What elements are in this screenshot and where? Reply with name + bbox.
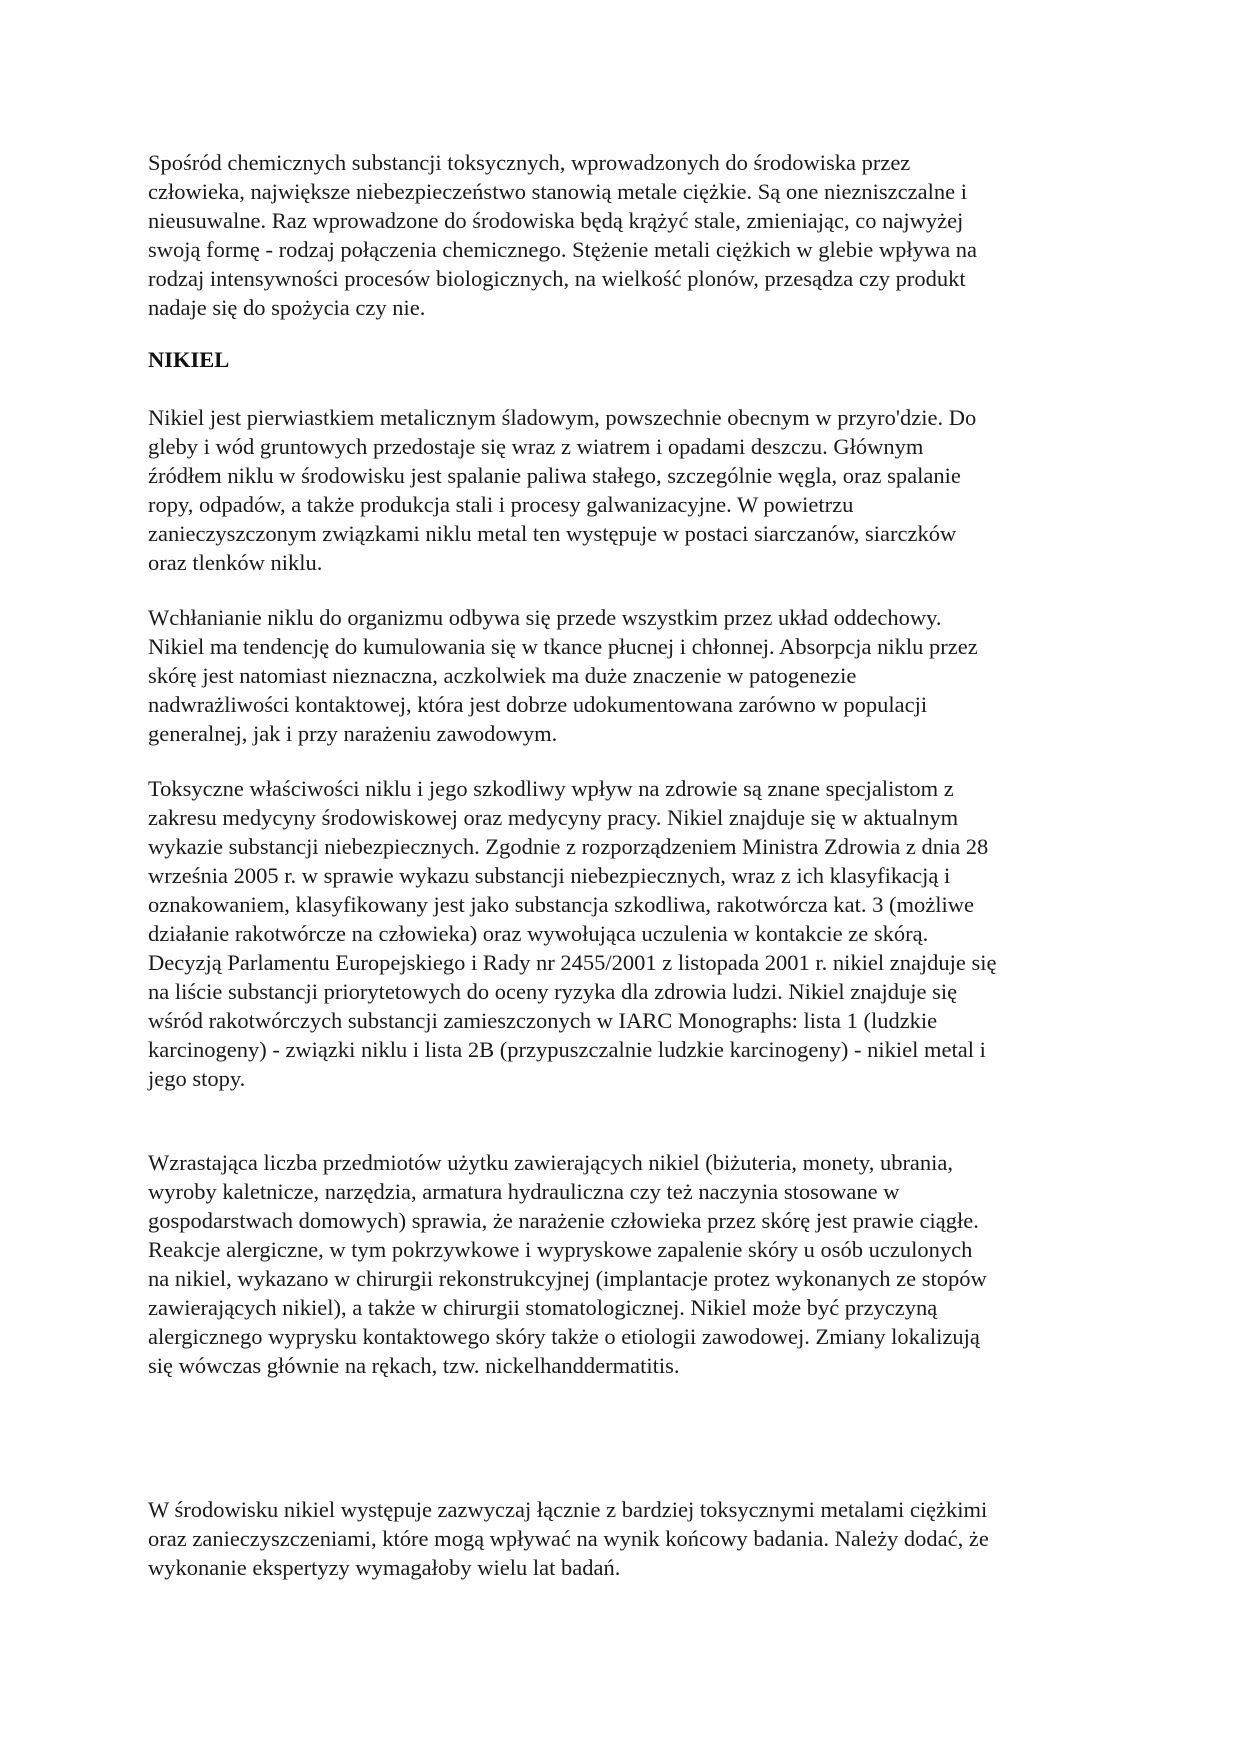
nickel-sources-paragraph: Nikiel jest pierwiastkiem metalicznym śladowym, powszechnie obecnym w przyro'dzie. Do gleby i wód gruntowych przedostaje się wraz z wiatrem i opadami deszczu. Głównym źródłem niklu w środowisku jest spalanie paliwa stałego, szczególnie węgla, oraz spalanie ropy, odpadów, a także produkcja stali i procesy galwanizacyjne. W powietrzu zanieczyszczonym związkami niklu metal ten występuje w postaci siarczanów, siarczków oraz tlenków niklu. <box>148 405 977 575</box>
nickel-exposure-paragraph: Wzrastająca liczba przedmiotów użytku zawierających nikiel (biżuteria, monety, ubrania, wyroby kaletnicze, narzędzia, armatura hydrauliczna czy też naczynia stosowane w gospodarstwach domowych) sprawia, że narażenie człowieka przez skórę jest prawie ciągłe. Reakcje alergiczne, w tym pokrzywkowe i wypryskowe zapalenie skóry u osób uczulonych na nikiel, wykazano w chirurgii rekonstrukcyjnej (implantacje protez wykonanych ze stopów zawierających nikiel), a także w chirurgii stomatologicznej. Nikiel może być przyczyną alergicznego wyprysku kontaktowego skóry także o etiologii zawodowej. Zmiany lokalizują się wówczas głównie na rękach, tzw. nickelhanddermatitis. <box>148 1150 987 1378</box>
section-heading-nikiel: NIKIEL <box>148 347 230 372</box>
nickel-absorption-paragraph: Wchłanianie niklu do organizmu odbywa się przede wszystkim przez układ oddechowy. Nikiel ma tendencję do kumulowania się w tkance płucnej i chłonnej. Absorpcja niklu przez skórę jest natomiast nieznaczna, aczkolwiek ma duże znaczenie w patogenezie nadwrażliwości kontaktowej, która jest dobrze udokumentowana zarówno w populacji generalnej, jak i przy narażeniu zawodowym. <box>148 605 978 746</box>
nickel-toxicity-paragraph: Toksyczne właściwości niklu i jego szkodliwy wpływ na zdrowie są znane specjalistom z zakresu medycyny środowiskowej oraz medycyny pracy. Nikiel znajduje się w aktualnym wykazie substancji niebezpiecznych. Zgodnie z rozporządzeniem Ministra Zdrowia z dnia 28 września 2005 r. w sprawie wykazu substancji niebezpiecznych, wraz z ich klasyfikacją i oznakowaniem, klasyfikowany jest jako substancja szkodliwa, rakotwórcza kat. 3 (możliwe działanie rakotwórcze na człowieka) oraz wywołująca uczulenia w kontakcie ze skórą. Decyzją Parlamentu Europejskiego i Rady nr 2455/2001 z listopada 2001 r. nikiel znajduje się na liście substancji priorytetowych do oceny ryzyka dla zdrowia ludzi. Nikiel znajduje się wśród rakotwórczych substancji zamieszczonych w IARC Monographs: lista 1 (ludzkie karcinogeny) - związki niklu i lista 2B (przypuszczalnie ludzkie karcinogeny) - nikiel metal i jego stopy. <box>148 776 997 1091</box>
nickel-environment-paragraph: W środowisku nikiel występuje zazwyczaj łącznie z bardziej toksycznymi metalami ciężkimi oraz zanieczyszczeniami, które mogą wpływać na wynik końcowy badania. Należy dodać, że wykonanie ekspertyzy wymagałoby wielu lat badań. <box>148 1497 989 1580</box>
intro-paragraph: Spośród chemicznych substancji toksycznych, wprowadzonych do środowiska przez człowieka, największe niebezpieczeństwo stanowią metale ciężkie. Są one niezniszczalne i nieusuwalne. Raz wprowadzone do środowiska będą krążyć stale, zmieniając, co najwyżej swoją formę - rodzaj połączenia chemicznego. Stężenie metali ciężkich w glebie wpływa na rodzaj intensywności procesów biologicznych, na wielkość plonów, przesądza czy produkt nadaje się do spożycia czy nie. <box>148 150 978 320</box>
